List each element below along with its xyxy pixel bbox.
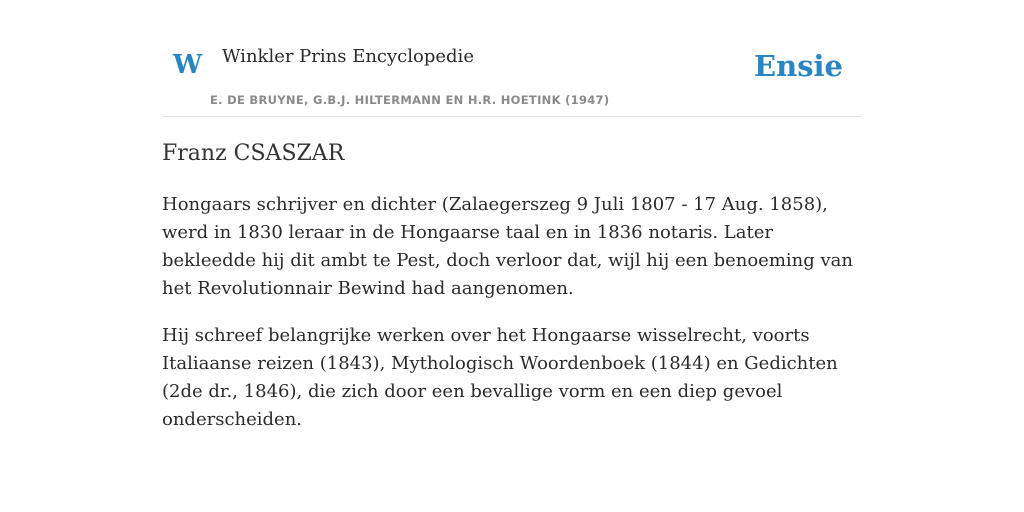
brand-logo[interactable]: Ensie bbox=[754, 49, 843, 83]
publication-title[interactable]: Winkler Prins Encyclopedie bbox=[222, 46, 474, 67]
header bbox=[162, 0, 862, 117]
article bbox=[162, 140, 862, 453]
publication-authors: E. DE BRUYNE, G.B.J. HILTERMANN EN H.R. HOETINK (1947) bbox=[210, 93, 610, 107]
article-paragraph: Hij schreef belangrijke werken over het Hongaarse wisselrecht, voorts Italiaanse reizen (1843), Mythologisch Woordenboek (1844) en Gedichten (2de dr., 1846), die zich door een bevallige vorm en een diep gevoel onderscheiden. bbox=[162, 324, 838, 430]
article-paragraph: Hongaars schrijver en dichter (Zalaegerszeg 9 Juli 1807 - 17 Aug. 1858), werd in 1830 leraar in de Hongaarse taal en in 1836 notaris. Later bekleedde hij dit ambt te Pest, doch verloor dat, wijl hij een benoeming van het Revolutionnair Bewind had aangenomen. bbox=[162, 193, 853, 299]
article-title: Franz CSASZAR bbox=[162, 141, 345, 166]
publication-logo[interactable]: W bbox=[173, 50, 203, 80]
